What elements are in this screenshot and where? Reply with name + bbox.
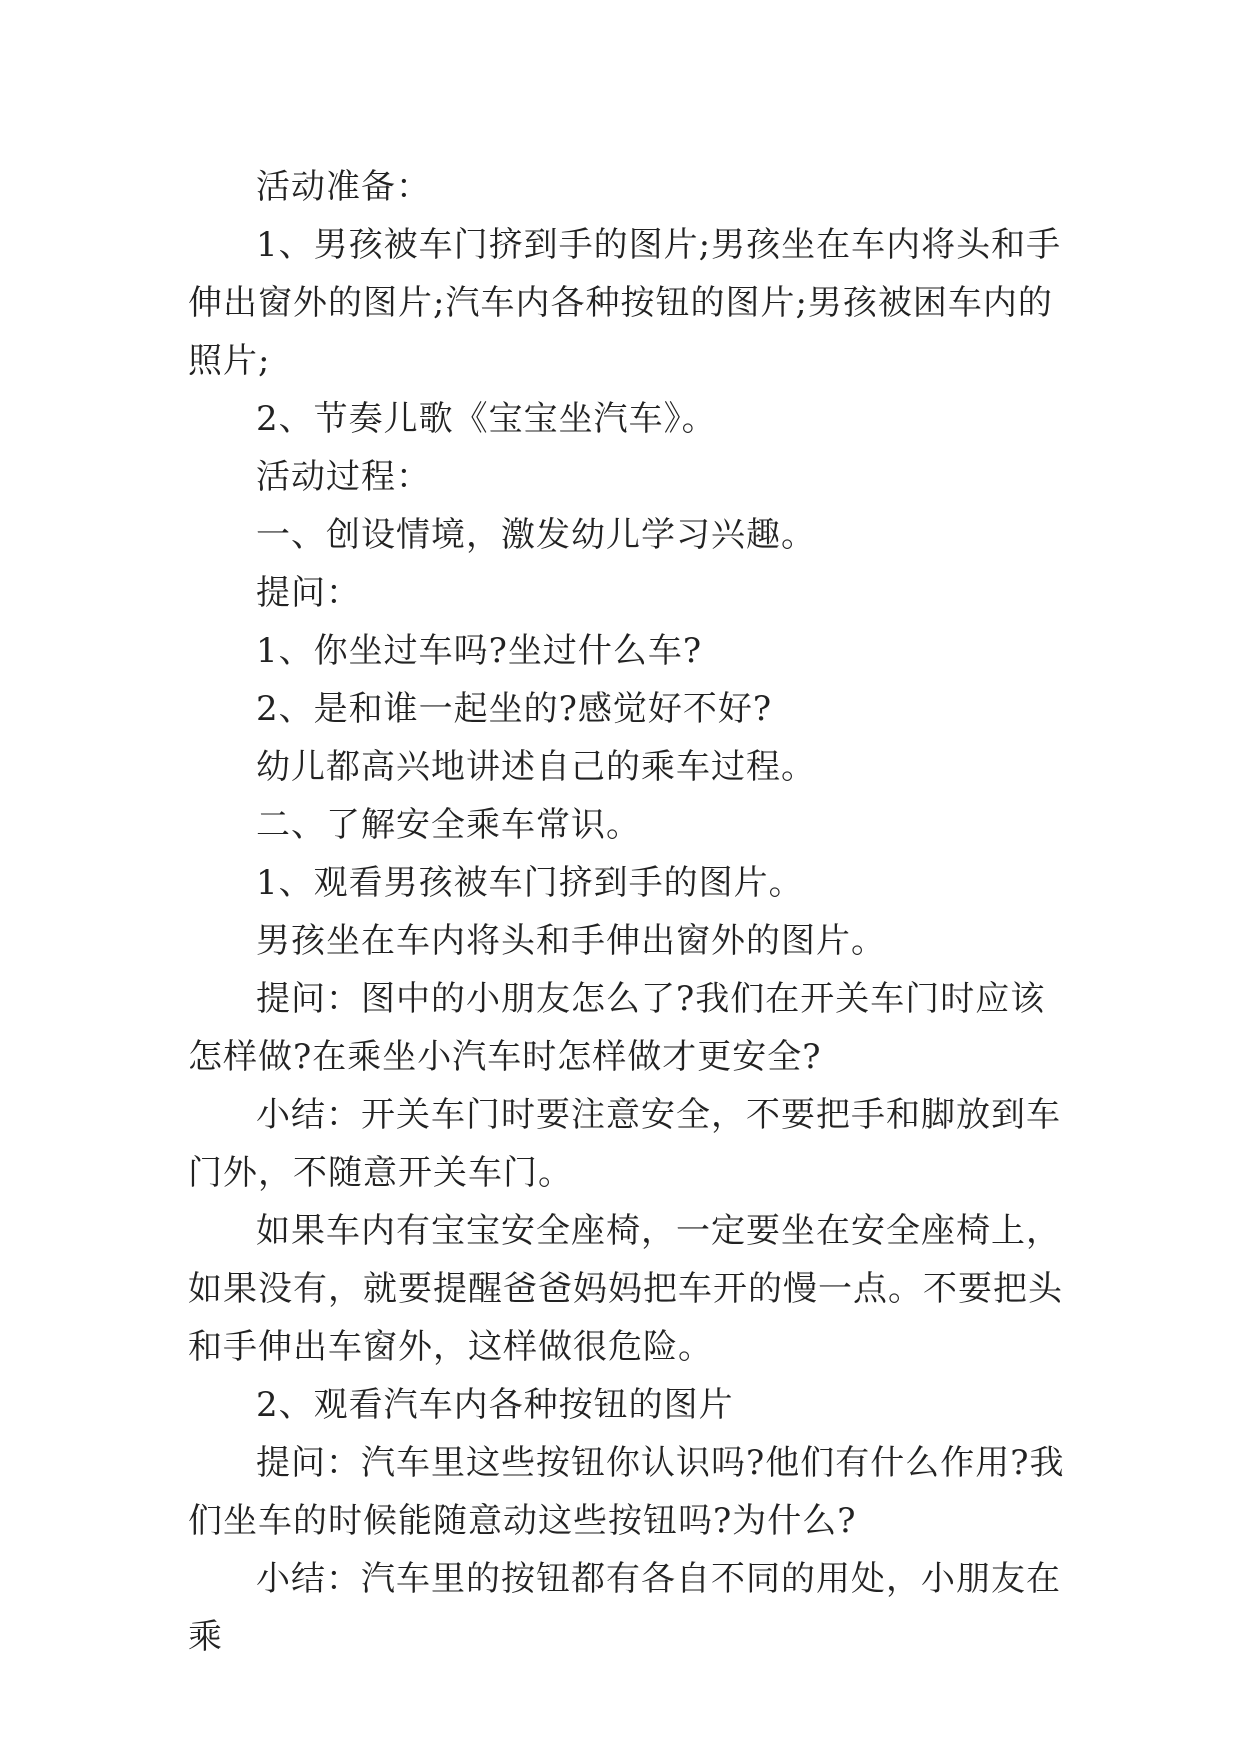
paragraph-question-2: 2、是和谁一起坐的?感觉好不好? <box>256 689 773 729</box>
paragraph-view-buttons: 2、观看汽车内各种按钮的图片 <box>256 1385 734 1425</box>
paragraph-view-picture-1: 1、观看男孩被车门挤到手的图片。 <box>256 863 804 903</box>
paragraph-question-1: 1、你坐过车吗?坐过什么车? <box>256 631 703 671</box>
paragraph-summary-buttons: 小结：汽车里的按钮都有各自不同的用处，小朋友在乘 <box>188 1559 1061 1657</box>
paragraph-question-label: 提问： <box>256 573 361 613</box>
paragraph-prep-item-2: 2、节奏儿歌《宝宝坐汽车》。 <box>256 399 717 439</box>
paragraph-question-buttons: 提问：汽车里这些按钮你认识吗?他们有什么作用?我们坐车的时候能随意动这些按钮吗?为什么? <box>188 1443 1065 1541</box>
paragraph-section-1: 一、创设情境，激发幼儿学习兴趣。 <box>256 515 816 555</box>
paragraph-prep-item-1: 1、男孩被车门挤到手的图片;男孩坐在车内将头和手伸出窗外的图片;汽车内各种按钮的图片;男孩被困车内的照片; <box>188 225 1062 381</box>
paragraph-children-describe: 幼儿都高兴地讲述自己的乘车过程。 <box>256 747 816 787</box>
paragraph-process-heading: 活动过程： <box>256 457 431 497</box>
paragraph-prep-heading: 活动准备： <box>256 167 431 207</box>
document-body <box>188 158 1068 1666</box>
paragraph-view-picture-2: 男孩坐在车内将头和手伸出窗外的图片。 <box>256 921 886 961</box>
paragraph-summary-door: 小结：开关车门时要注意安全，不要把手和脚放到车门外，不随意开关车门。 <box>188 1095 1061 1193</box>
paragraph-section-2: 二、了解安全乘车常识。 <box>256 805 641 845</box>
paragraph-safety-seat: 如果车内有宝宝安全座椅，一定要坐在安全座椅上，如果没有，就要提醒爸爸妈妈把车开的慢一点。不要把头和手伸出车窗外，这样做很危险。 <box>188 1211 1063 1367</box>
paragraph-question-door: 提问：图中的小朋友怎么了?我们在开关车门时应该怎样做?在乘坐小汽车时怎样做才更安全? <box>188 979 1046 1077</box>
